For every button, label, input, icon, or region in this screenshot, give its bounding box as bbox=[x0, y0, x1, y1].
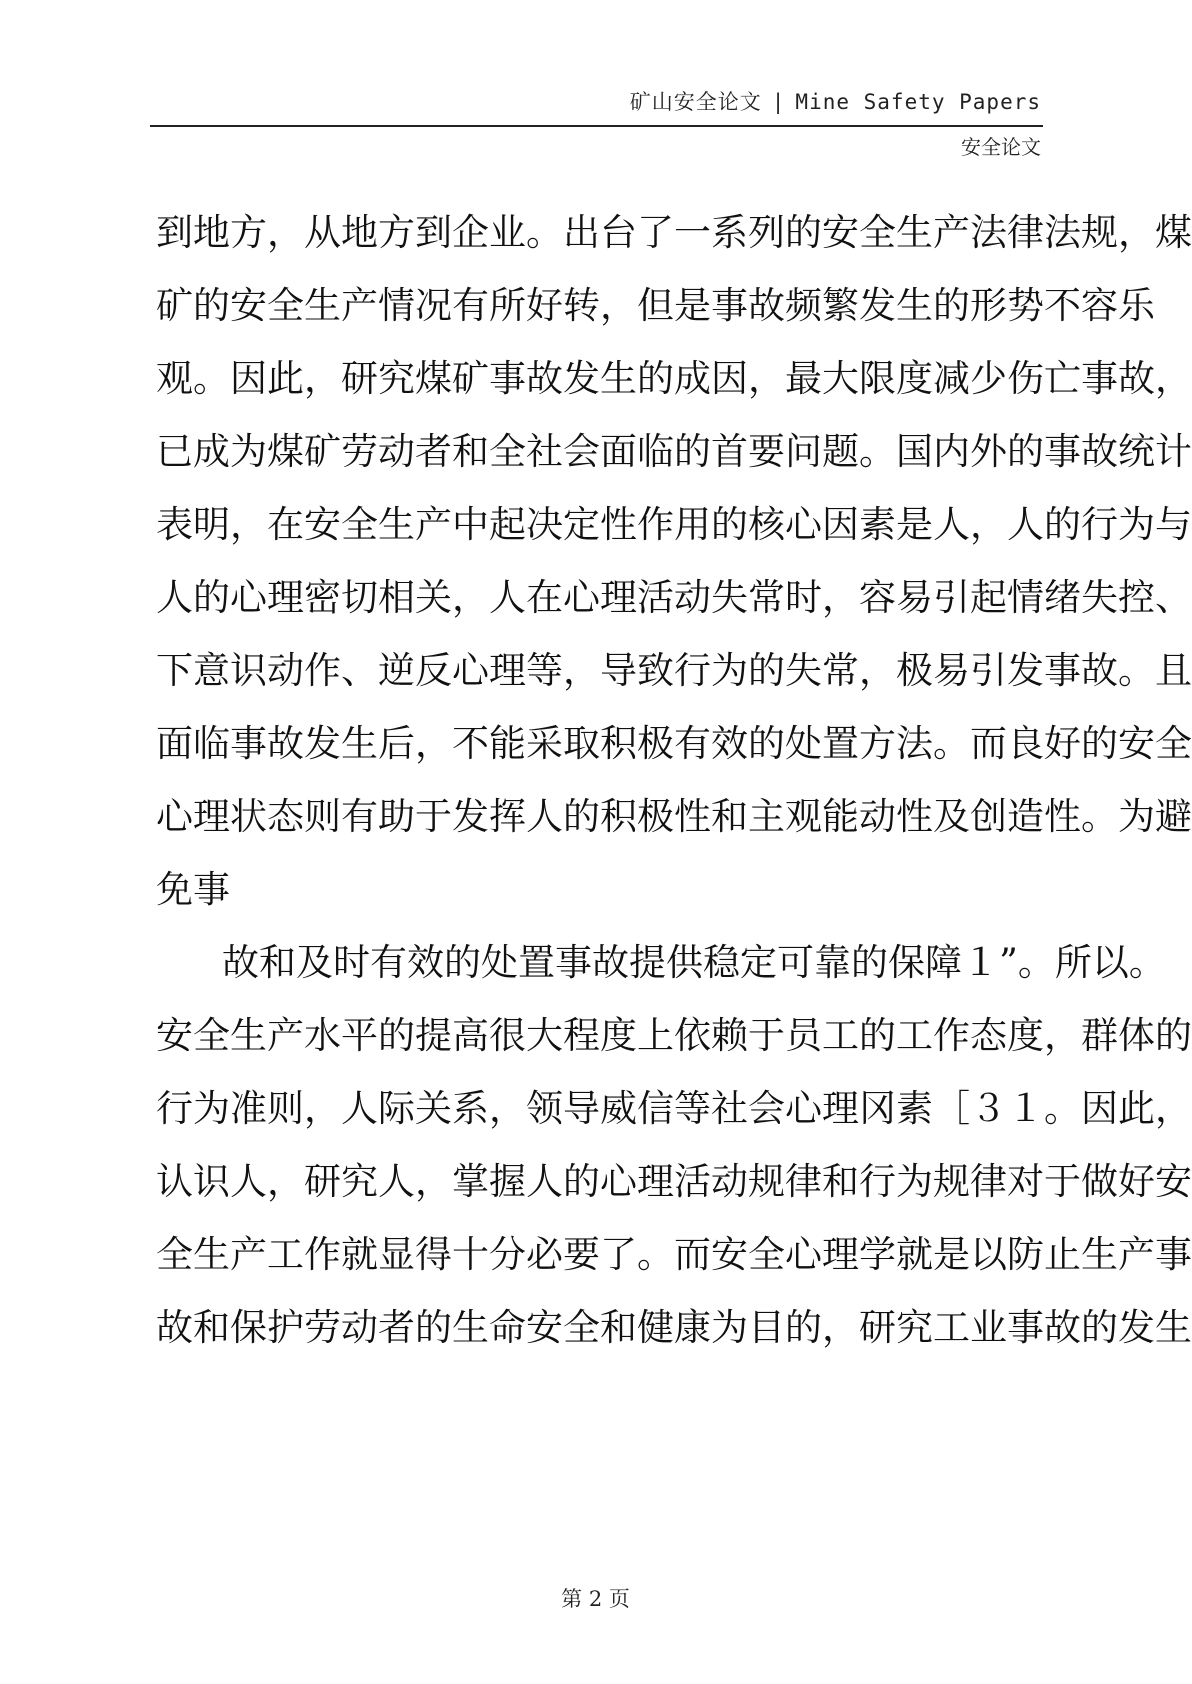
body-line: 下意识动作、逆反心理等，导致行为的失常，极易引发事故。且 bbox=[156, 649, 1192, 692]
body-line: 观。因此，研究煤矿事故发生的成因，最大限度减少伤亡事故， bbox=[156, 357, 1192, 400]
header-category: 安全论文 bbox=[961, 135, 1041, 159]
header-separator: | bbox=[771, 90, 786, 114]
body-line: 表明，在安全生产中起决定性作用的核心因素是人，人的行为与 bbox=[156, 503, 1192, 546]
body-text bbox=[156, 196, 1192, 1364]
header-divider bbox=[150, 125, 1043, 127]
header-title: 矿山安全论文 bbox=[629, 90, 762, 114]
body-line: 矿的安全生产情况有所好转，但是事故频繁发生的形势不容乐 bbox=[156, 284, 1155, 327]
body-line: 已成为煤矿劳动者和全社会面临的首要问题。国内外的事故统计 bbox=[156, 430, 1192, 473]
running-header bbox=[150, 86, 1041, 116]
body-line: 认识人，研究人，掌握人的心理活动规律和行为规律对于做好安 bbox=[156, 1160, 1192, 1203]
body-line: 人的心理密切相关，人在心理活动失常时，容易引起情绪失控、 bbox=[156, 576, 1192, 619]
body-line: 心理状态则有助于发挥人的积极性和主观能动性及创造性。为避 bbox=[156, 795, 1192, 838]
body-line: 故和及时有效的处置事故提供稳定可靠的保障１”。所以。 bbox=[222, 941, 1166, 984]
body-line: 到地方，从地方到企业。出台了一系列的安全生产法律法规，煤 bbox=[156, 211, 1192, 254]
body-line: 面临事故发生后，不能采取积极有效的处置方法。而良好的安全 bbox=[156, 722, 1192, 765]
body-line: 免事 bbox=[156, 868, 230, 911]
page-number: 第 2 页 bbox=[561, 1587, 630, 1611]
body-line: 故和保护劳动者的生命安全和健康为目的，研究工业事故的发生 bbox=[156, 1306, 1192, 1349]
body-line: 安全生产水平的提高很大程度上依赖于员工的工作态度，群体的 bbox=[156, 1014, 1192, 1057]
header-subtitle: Mine Safety Papers bbox=[795, 90, 1041, 114]
body-line: 全生产工作就显得十分必要了。而安全心理学就是以防止生产事 bbox=[156, 1233, 1192, 1276]
body-line: 行为准则，人际关系，领导威信等社会心理冈素［３１。因此， bbox=[156, 1087, 1192, 1130]
